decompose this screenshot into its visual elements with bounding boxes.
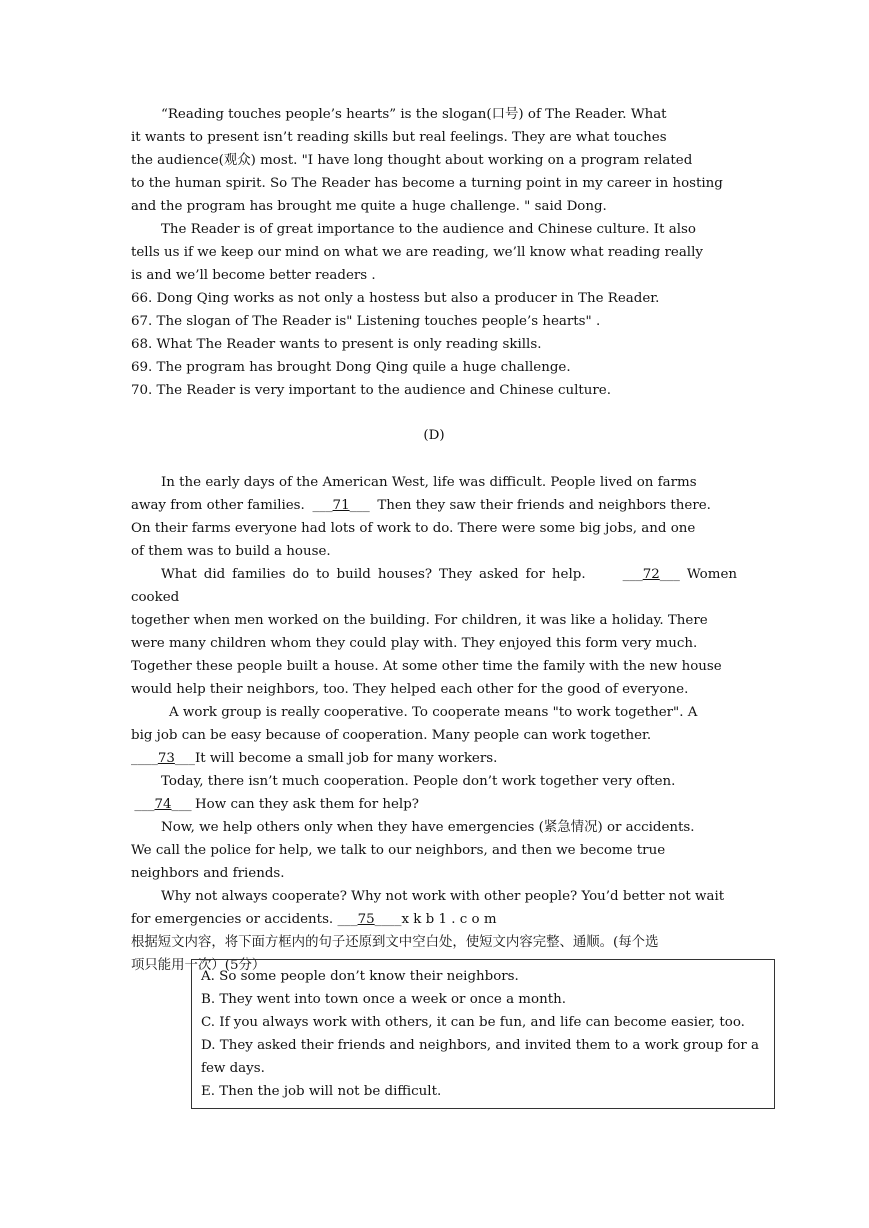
text-line: away from other families. ___71___ Then they saw their friends and neighbors there.	[131, 494, 737, 517]
statement-70: 70. The Reader is very important to the audience and Chinese culture.	[131, 383, 611, 398]
text-line: of them was to build a house.	[131, 544, 331, 559]
passage-d-paragraph-6	[131, 885, 737, 931]
passage-d-paragraph-1	[131, 471, 737, 563]
text-line: the audience(观众) most. "I have long thought about working on a program related	[131, 153, 693, 168]
text-line: Together these people built a house. At some other time the family with the new house	[131, 659, 722, 674]
option-a: A. So some people don’t know their neighbors.	[201, 969, 519, 984]
text-line: In the early days of the American West, life was difficult. People lived on farms	[161, 475, 697, 490]
text-line: What did families do to build houses? They asked for help. ___72___ Women cooked	[131, 563, 737, 609]
option-d: D. They asked their friends and neighbors, and invited them to a work group for a few days.	[201, 1038, 760, 1076]
text-line: together when men worked on the building. For children, it was like a holiday. There	[131, 613, 708, 628]
text-line: The Reader is of great importance to the audience and Chinese culture. It also	[161, 222, 696, 237]
text-line: would help their neighbors, too. They helped each other for the good of everyone.	[131, 682, 689, 697]
text-line: ___74___ How can they ask them for help?	[131, 793, 737, 816]
options-box	[191, 959, 775, 1109]
statement-67: 67. The slogan of The Reader is" Listening touches people’s hearts" .	[131, 314, 601, 329]
text-line: is and we’ll become better readers .	[131, 268, 376, 283]
text-line: A work group is really cooperative. To cooperate means "to work together". A	[169, 705, 698, 720]
instruction-line: 根据短文内容，将下面方框内的句子还原到文中空白处，使短文内容完整、通顺。(每个选	[131, 935, 659, 950]
text-line: for emergencies or accidents. ___75____x k b 1 . c o m	[131, 908, 737, 931]
blank-71[interactable]: ___71___	[312, 498, 370, 513]
true-false-statements	[131, 287, 737, 402]
text-line: tells us if we keep our mind on what we are reading, we’ll know what reading really	[131, 245, 703, 260]
blank-72[interactable]: ___72___	[622, 567, 680, 582]
text-line: We call the police for help, we talk to our neighbors, and then we become true	[131, 843, 666, 858]
statement-66: 66. Dong Qing works as not only a hostess but also a producer in The Reader.	[131, 291, 660, 306]
text-line: Now, we help others only when they have emergencies (紧急情况) or accidents.	[161, 820, 695, 835]
blank-75[interactable]: ___75____	[337, 912, 402, 927]
section-heading: (D)	[423, 428, 445, 443]
passage-d-paragraph-5	[131, 816, 737, 885]
passage-d-paragraph-2	[131, 563, 737, 701]
statement-68: 68. What The Reader wants to present is only reading skills.	[131, 337, 542, 352]
passage-c-paragraph-1	[131, 103, 737, 218]
instruction-line: 项只能用一次）(5分）	[131, 958, 266, 973]
passage-d-paragraph-4	[131, 770, 737, 816]
reading-content	[131, 103, 737, 977]
text-line: neighbors and friends.	[131, 866, 285, 881]
text-line: big job can be easy because of cooperation. Many people can work together.	[131, 728, 652, 743]
text-line: it wants to present isn’t reading skills but real feelings. They are what touches	[131, 130, 667, 145]
text-line: and the program has brought me quite a huge challenge. " said Dong.	[131, 199, 607, 214]
text-line: On their farms everyone had lots of work to do. There were some big jobs, and one	[131, 521, 696, 536]
blank-74[interactable]: ___74___	[134, 797, 192, 812]
text-line: Why not always cooperate? Why not work with other people? You’d better not wait	[161, 889, 725, 904]
text-line: were many children whom they could play with. They enjoyed this form very much.	[131, 636, 698, 651]
passage-c-paragraph-2	[131, 218, 737, 287]
option-b: B. They went into town once a week or once a month.	[201, 992, 566, 1007]
passage-d-paragraph-3	[131, 701, 737, 770]
blank-73[interactable]: ____73___	[131, 751, 195, 766]
text-line: “Reading touches people’s hearts” is the slogan(口号) of The Reader. What	[161, 107, 667, 122]
text-line: ____73___It will become a small job for many workers.	[131, 747, 737, 770]
option-c: C. If you always work with others, it can be fun, and life can become easier, too.	[201, 1015, 745, 1030]
option-e: E. Then the job will not be difficult.	[201, 1084, 442, 1099]
text-line: to the human spirit. So The Reader has become a turning point in my career in hosting	[131, 176, 723, 191]
statement-69: 69. The program has brought Dong Qing quile a huge challenge.	[131, 360, 571, 375]
text-line: Today, there isn’t much cooperation. People don’t work together very often.	[161, 774, 676, 789]
